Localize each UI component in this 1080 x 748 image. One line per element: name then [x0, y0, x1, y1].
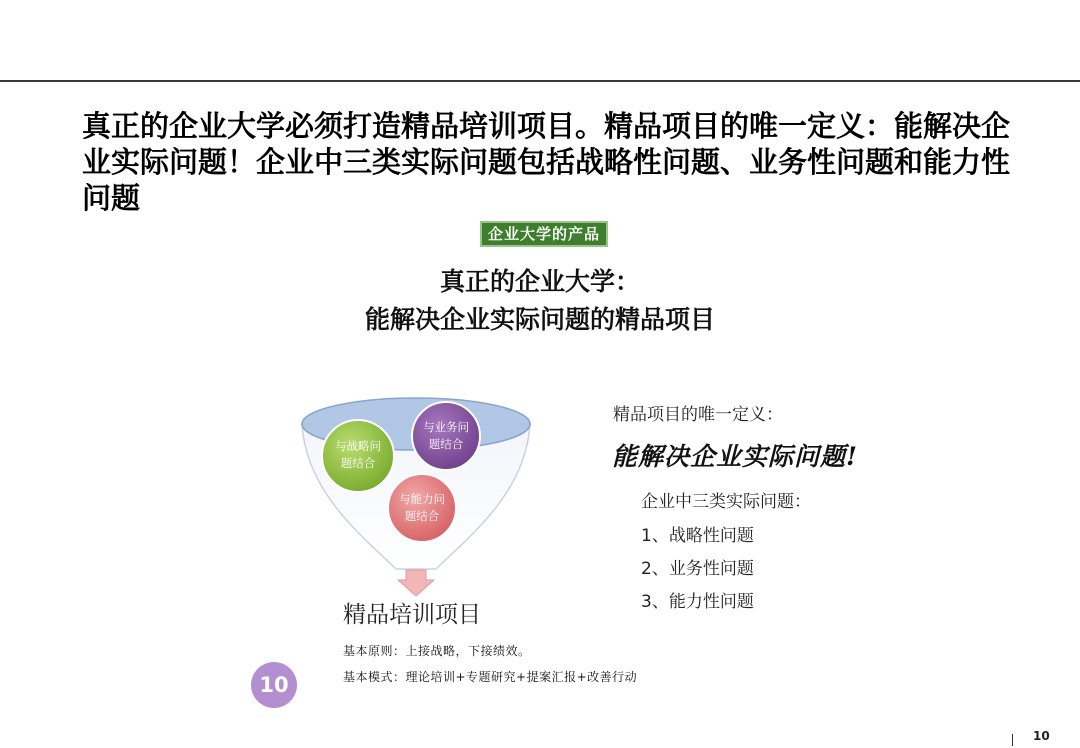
funnel-output-label: 精品培训项目 [343, 602, 481, 628]
number-badge: 10 [251, 662, 297, 708]
slide-title-line2: 能解决企业实际问题的精品项目 [364, 305, 715, 334]
circle-capability-label: 与能力问 题结合 [399, 492, 445, 523]
page-number: 10 [1033, 729, 1050, 743]
three-types-label: 企业中三类实际问题： [641, 492, 811, 512]
definition-label: 精品项目的唯一定义： [613, 405, 783, 425]
page-divider [1012, 734, 1013, 746]
circle-strategy-label: 与战略问 题结合 [335, 439, 381, 470]
problem-item-business: 2、业务性问题 [641, 559, 754, 579]
header-rule [0, 80, 1080, 82]
slide-headline: 真正的企业大学必须打造精品培训项目。精品项目的唯一定义：能解决企业实际问题！企业中三类实际问题包括战略性问题、业务性问题和能力性问题 [82, 109, 1011, 215]
problem-item-capability: 3、能力性问题 [641, 592, 754, 612]
basic-principle: 基本原则：上接战略，下接绩效。 [343, 644, 531, 658]
problem-item-strategy: 1、战略性问题 [641, 526, 754, 546]
definition-slogan: 能解决企业实际问题! [612, 442, 858, 471]
slide-title-line1: 真正的企业大学： [439, 267, 640, 296]
down-arrow-icon [398, 570, 434, 596]
circle-business-label: 与业务问 题结合 [423, 420, 469, 451]
section-tag: 企业大学的产品 [480, 221, 608, 247]
basic-mode: 基本模式：理论培训+专题研究+提案汇报+改善行动 [343, 670, 638, 684]
